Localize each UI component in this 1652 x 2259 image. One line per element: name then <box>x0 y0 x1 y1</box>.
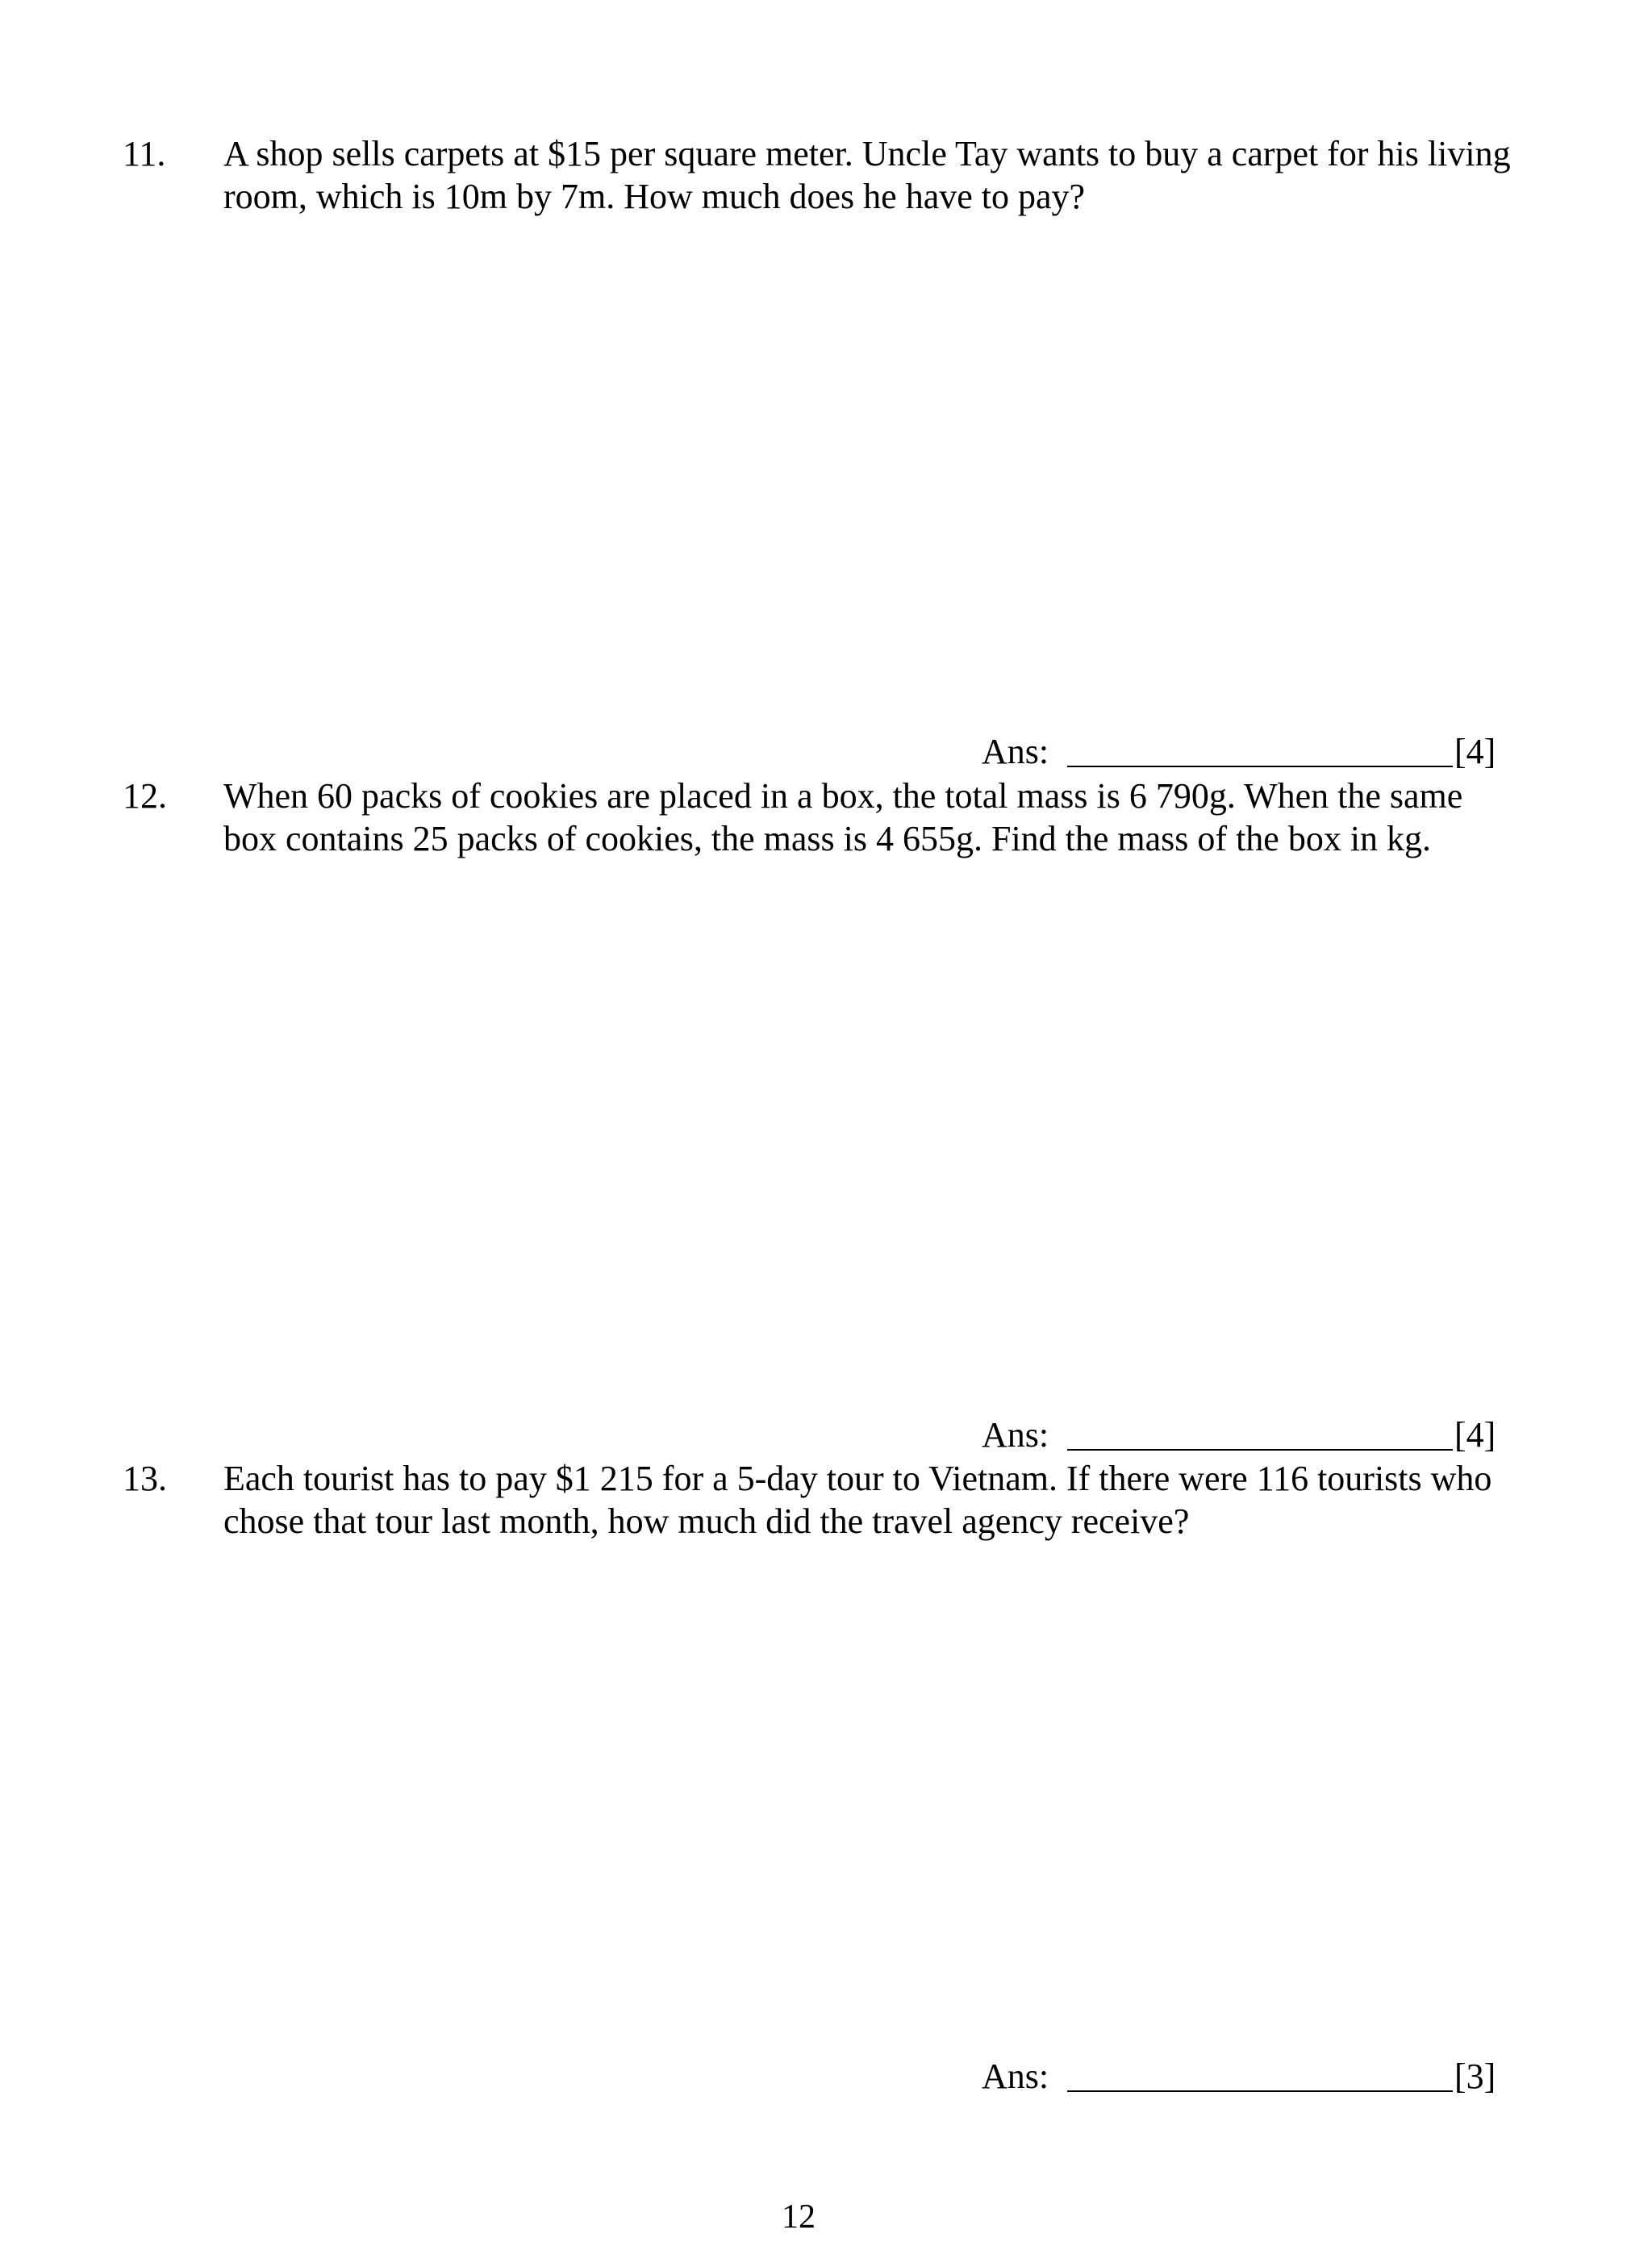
question-text: Each tourist has to pay $1 215 for a 5-day tour to Vietnam. If there were 116 tourists who chose that tour last month, how much did the travel agency receive? <box>223 1459 1492 1541</box>
answer-label: Ans: <box>982 732 1049 771</box>
page-number: 12 <box>782 2198 816 2236</box>
question-text: A shop sells carpets at $15 per square meter. Uncle Tay wants to buy a carpet for his living room, which is 10m by 7m. How much does he have to pay? <box>223 134 1511 216</box>
question-number: 11. <box>123 134 166 173</box>
answer-line[interactable] <box>1067 766 1453 767</box>
question-number: 12. <box>123 776 167 816</box>
answer-label: Ans: <box>982 2056 1049 2096</box>
answer-row <box>982 2055 1498 2100</box>
answer-line[interactable] <box>1067 1449 1453 1451</box>
marks-label: [4] <box>1454 732 1496 771</box>
answer-row <box>982 1413 1498 1459</box>
question-text: When 60 packs of cookies are placed in a box, the total mass is 6 790g. When the same box contains 25 packs of cookies, the mass is 4 655g. Find the mass of the box in kg. <box>223 776 1463 858</box>
answer-label: Ans: <box>982 1415 1049 1455</box>
question-number: 13. <box>123 1459 167 1498</box>
marks-label: [3] <box>1454 2056 1496 2096</box>
marks-label: [4] <box>1454 1415 1496 1455</box>
answer-row <box>982 730 1498 775</box>
answer-line[interactable] <box>1067 2090 1453 2092</box>
